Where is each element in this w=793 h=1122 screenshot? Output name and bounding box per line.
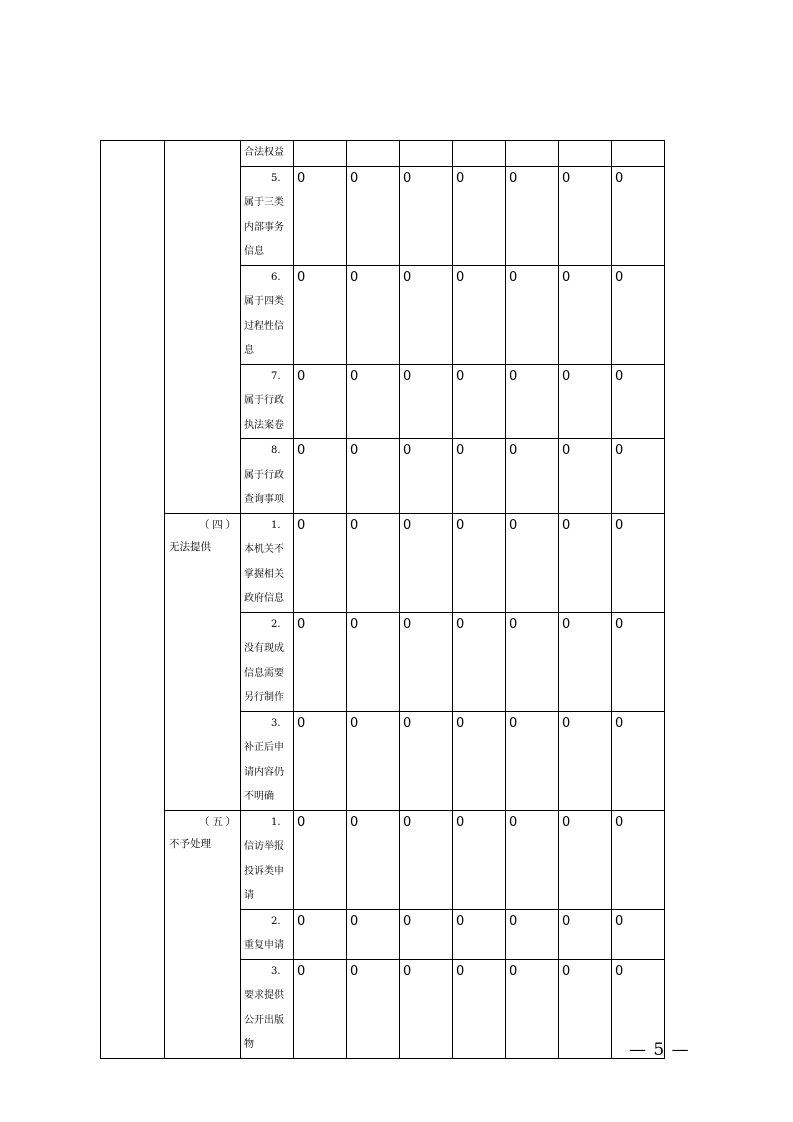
value-cell bbox=[453, 612, 506, 711]
value-cell bbox=[294, 513, 347, 612]
value-cell bbox=[294, 166, 347, 265]
value-cell bbox=[347, 711, 400, 810]
row-label-cell bbox=[241, 959, 294, 1058]
cell-value: 0 bbox=[615, 963, 624, 979]
value-cell bbox=[559, 810, 612, 909]
value-cell bbox=[294, 265, 347, 364]
value-cell bbox=[506, 612, 559, 711]
value-cell bbox=[294, 810, 347, 909]
value-cell bbox=[506, 513, 559, 612]
value-cell bbox=[400, 265, 453, 364]
value-cell bbox=[400, 810, 453, 909]
cell-value: 0 bbox=[509, 170, 518, 186]
value-cell bbox=[612, 141, 665, 167]
row-label: 8.属于行政查询事项 bbox=[244, 445, 284, 505]
cell-value: 0 bbox=[350, 170, 359, 186]
cell-value: 0 bbox=[615, 443, 624, 458]
value-cell bbox=[347, 959, 400, 1058]
cell-value: 0 bbox=[562, 269, 571, 285]
row-label: 5.属于三类内部事务信息 bbox=[244, 172, 284, 257]
cell-value: 0 bbox=[350, 814, 359, 830]
cell-value: 0 bbox=[509, 616, 518, 632]
cell-value: 0 bbox=[615, 715, 624, 731]
value-cell bbox=[612, 265, 665, 364]
row-label-cell bbox=[241, 810, 294, 909]
value-cell bbox=[347, 141, 400, 167]
value-cell bbox=[559, 513, 612, 612]
cell-value: 0 bbox=[403, 715, 412, 731]
value-cell bbox=[400, 711, 453, 810]
value-cell bbox=[559, 265, 612, 364]
statistics-table bbox=[100, 140, 665, 1059]
table-row bbox=[101, 810, 665, 909]
value-cell bbox=[612, 711, 665, 810]
value-cell bbox=[347, 513, 400, 612]
value-cell bbox=[453, 909, 506, 959]
cell-value: 0 bbox=[403, 913, 412, 929]
value-cell bbox=[294, 959, 347, 1058]
cell-value: 0 bbox=[509, 963, 518, 979]
value-cell bbox=[453, 711, 506, 810]
cell-value: 0 bbox=[615, 368, 624, 384]
cell-value: 0 bbox=[456, 517, 465, 533]
value-cell bbox=[453, 959, 506, 1058]
row-label: 3.补正后申请内容仍不明确 bbox=[244, 717, 284, 802]
value-cell bbox=[612, 364, 665, 439]
value-cell bbox=[400, 141, 453, 167]
cell-value: 0 bbox=[562, 814, 571, 830]
cell-value: 0 bbox=[350, 517, 359, 533]
value-cell bbox=[506, 439, 559, 514]
value-cell bbox=[506, 810, 559, 909]
group-title-cannot-provide: （四）无法提供 bbox=[169, 518, 236, 553]
value-cell bbox=[612, 810, 665, 909]
cell-value: 0 bbox=[403, 443, 412, 458]
cell-value: 0 bbox=[297, 913, 306, 929]
row-label-cell bbox=[241, 265, 294, 364]
cell-value: 0 bbox=[350, 616, 359, 632]
value-cell bbox=[294, 612, 347, 711]
cell-value: 0 bbox=[562, 963, 571, 979]
cell-value: 0 bbox=[509, 443, 518, 458]
cell-value: 0 bbox=[456, 715, 465, 731]
cell-value: 0 bbox=[350, 963, 359, 979]
cell-value: 0 bbox=[297, 616, 306, 632]
cell-value: 0 bbox=[615, 269, 624, 285]
value-cell bbox=[506, 959, 559, 1058]
row-label-cell bbox=[241, 612, 294, 711]
row-label: 3.要求提供公开出版物 bbox=[244, 965, 284, 1050]
cell-value: 0 bbox=[350, 443, 359, 458]
cell-value: 0 bbox=[403, 170, 412, 186]
cell-value: 0 bbox=[297, 368, 306, 384]
row-label-cell bbox=[241, 166, 294, 265]
cell-value: 0 bbox=[615, 616, 624, 632]
value-cell bbox=[453, 810, 506, 909]
value-cell bbox=[453, 439, 506, 514]
cell-value: 0 bbox=[615, 814, 624, 830]
group-title-not-processed: （五）不予处理 bbox=[169, 815, 236, 850]
value-cell bbox=[400, 166, 453, 265]
value-cell bbox=[506, 265, 559, 364]
cell-value: 0 bbox=[456, 269, 465, 285]
value-cell bbox=[559, 439, 612, 514]
value-cell bbox=[453, 166, 506, 265]
cell-value: 0 bbox=[509, 269, 518, 285]
value-cell bbox=[400, 364, 453, 439]
cell-value: 0 bbox=[297, 814, 306, 830]
cell-value: 0 bbox=[403, 517, 412, 533]
value-cell bbox=[347, 909, 400, 959]
group-title-cell bbox=[165, 810, 241, 1058]
cell-value: 0 bbox=[297, 715, 306, 731]
row-label: 1.本机关不掌握相关政府信息 bbox=[244, 519, 284, 604]
cell-value: 0 bbox=[350, 368, 359, 384]
value-cell bbox=[559, 166, 612, 265]
cell-value: 0 bbox=[615, 517, 624, 533]
cell-value: 0 bbox=[562, 443, 571, 458]
cell-value: 0 bbox=[615, 913, 624, 929]
cell-value: 0 bbox=[456, 616, 465, 632]
value-cell bbox=[453, 513, 506, 612]
row-label: 7.属于行政执法案卷 bbox=[244, 370, 284, 431]
value-cell bbox=[559, 909, 612, 959]
value-cell bbox=[506, 141, 559, 167]
value-cell bbox=[294, 439, 347, 514]
row-label-cell bbox=[241, 711, 294, 810]
cell-value: 0 bbox=[297, 269, 306, 285]
cell-value: 0 bbox=[456, 170, 465, 186]
value-cell bbox=[347, 439, 400, 514]
outer-category-cell bbox=[101, 141, 165, 1059]
value-cell bbox=[347, 364, 400, 439]
cell-value: 0 bbox=[403, 963, 412, 979]
value-cell bbox=[400, 959, 453, 1058]
value-cell bbox=[559, 612, 612, 711]
value-cell bbox=[506, 166, 559, 265]
cell-value: 0 bbox=[562, 616, 571, 632]
row-label: 合法权益 bbox=[244, 147, 284, 158]
value-cell bbox=[400, 439, 453, 514]
cell-value: 0 bbox=[403, 814, 412, 830]
value-cell bbox=[347, 612, 400, 711]
cell-value: 0 bbox=[403, 269, 412, 285]
cell-value: 0 bbox=[456, 814, 465, 830]
value-cell bbox=[294, 364, 347, 439]
cell-value: 0 bbox=[350, 269, 359, 285]
cell-value: 0 bbox=[509, 715, 518, 731]
cell-value: 0 bbox=[350, 913, 359, 929]
cell-value: 0 bbox=[509, 368, 518, 384]
value-cell bbox=[453, 141, 506, 167]
cell-value: 0 bbox=[456, 913, 465, 929]
cell-value: 0 bbox=[297, 517, 306, 533]
value-cell bbox=[347, 166, 400, 265]
row-label: 6.属于四类过程性信息 bbox=[244, 271, 284, 356]
page-number: — 5 — bbox=[629, 1040, 690, 1060]
row-label-cell bbox=[241, 141, 294, 167]
value-cell bbox=[612, 513, 665, 612]
row-label: 2.没有现成信息需要另行制作 bbox=[244, 618, 284, 703]
cell-value: 0 bbox=[456, 368, 465, 384]
cell-value: 0 bbox=[562, 517, 571, 533]
cell-value: 0 bbox=[297, 170, 306, 186]
value-cell bbox=[612, 166, 665, 265]
value-cell bbox=[400, 909, 453, 959]
value-cell bbox=[559, 711, 612, 810]
row-label-cell bbox=[241, 364, 294, 439]
cell-value: 0 bbox=[403, 616, 412, 632]
value-cell bbox=[506, 364, 559, 439]
cell-value: 0 bbox=[509, 913, 518, 929]
value-cell bbox=[506, 711, 559, 810]
row-label-cell bbox=[241, 439, 294, 514]
table-row bbox=[101, 141, 665, 167]
value-cell bbox=[400, 513, 453, 612]
value-cell bbox=[453, 364, 506, 439]
group3-title-cell bbox=[165, 141, 241, 514]
value-cell bbox=[612, 612, 665, 711]
value-cell bbox=[294, 909, 347, 959]
cell-value: 0 bbox=[562, 913, 571, 929]
cell-value: 0 bbox=[509, 814, 518, 830]
cell-value: 0 bbox=[456, 963, 465, 979]
cell-value: 0 bbox=[562, 170, 571, 186]
value-cell bbox=[400, 612, 453, 711]
cell-value: 0 bbox=[350, 715, 359, 731]
cell-value: 0 bbox=[615, 170, 624, 186]
value-cell bbox=[506, 909, 559, 959]
row-label-cell bbox=[241, 909, 294, 959]
cell-value: 0 bbox=[509, 517, 518, 533]
cell-value: 0 bbox=[297, 963, 306, 979]
value-cell bbox=[294, 711, 347, 810]
cell-value: 0 bbox=[562, 368, 571, 384]
cell-value: 0 bbox=[562, 715, 571, 731]
value-cell bbox=[559, 141, 612, 167]
table-row bbox=[101, 513, 665, 612]
value-cell bbox=[347, 265, 400, 364]
value-cell bbox=[612, 909, 665, 959]
value-cell bbox=[612, 439, 665, 514]
row-label: 1.信访举报投诉类申请 bbox=[244, 816, 284, 901]
value-cell bbox=[559, 364, 612, 439]
value-cell bbox=[294, 141, 347, 167]
cell-value: 0 bbox=[403, 368, 412, 384]
value-cell bbox=[559, 959, 612, 1058]
value-cell bbox=[347, 810, 400, 909]
row-label-cell bbox=[241, 513, 294, 612]
row-label: 2.重复申请 bbox=[244, 915, 284, 951]
value-cell bbox=[453, 265, 506, 364]
group-title-cell bbox=[165, 513, 241, 810]
cell-value: 0 bbox=[456, 443, 465, 458]
cell-value: 0 bbox=[297, 443, 306, 458]
